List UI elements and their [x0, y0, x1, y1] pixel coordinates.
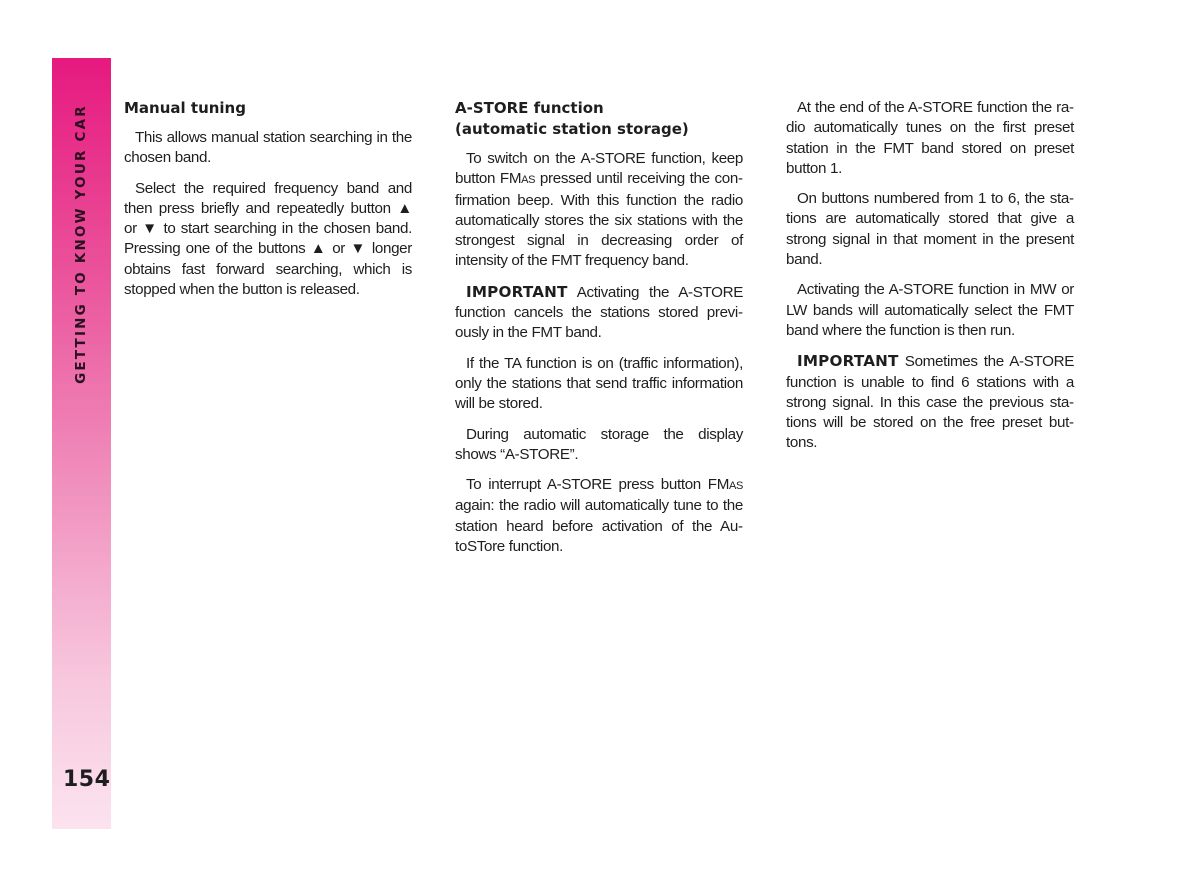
heading-line: (automatic station storage) [455, 120, 689, 138]
important-label: IMPORTANT [466, 282, 568, 301]
text: again: the radio will automatically tune to the station heard before activation of the AutoSTore function. [455, 497, 743, 556]
heading-a-store-function [455, 98, 743, 140]
heading-manual-tuning: Manual tuning [124, 99, 246, 117]
page-number: 154 [63, 767, 111, 792]
column-manual-tuning [124, 98, 412, 310]
paragraph: This allows manual station searching in the chosen band. [124, 129, 412, 167]
paragraph: During automatic storage the display shows “A-STORE”. [455, 425, 743, 463]
important-label: IMPORTANT [797, 352, 899, 371]
paragraph [455, 282, 743, 344]
paragraph [786, 351, 1074, 453]
paragraph: On buttons numbered from 1 to 6, the stations are automatically stored that give a strong signal in that moment in the present band. [786, 190, 1074, 269]
text: Activating the A-STORE function cancels the stations stored previously in the FMT band. [455, 283, 743, 342]
paragraph: At the end of the A-STORE function the radio automatically tunes on the first preset station in the FMT band stored on preset button 1. [786, 99, 1074, 177]
section-label: GETTING TO KNOW YOUR CAR [73, 104, 89, 384]
text: To interrupt A-STORE press button FM [466, 476, 730, 494]
paragraph: Select the required frequency band and then press briefly and repeatedly button ▲ or ▼ to start searching in the chosen band. Pressing one of the buttons ▲ or ▼ longer obtains fast forward searching, which is stopped when the button is released. [124, 179, 412, 299]
text: pressed until receiving the confirmation beep. With this function the radio automatically stores the six stations with the strongest signal in decreasing order of intensity of the FMT frequency band. [455, 170, 743, 270]
column-a-store-continued [786, 98, 1074, 464]
text: To switch on the A-STORE function, keep button FM [455, 150, 743, 188]
heading-line: A-STORE function [455, 99, 604, 117]
paragraph: Activating the A-STORE function in MW or LW bands will automatically select the FMT band where the function is then run. [786, 281, 1074, 339]
button-label-small-caps: AS [729, 480, 743, 493]
column-a-store-function [455, 98, 743, 567]
button-label-small-caps: AS [521, 174, 536, 187]
paragraph [455, 475, 743, 557]
paragraph [455, 149, 743, 272]
paragraph: If the TA function is on (traffic information), only the stations that send traffic information will be stored. [455, 354, 743, 413]
text: Sometimes the A-STORE function is unable to find 6 stations with a strong signal. In this case the previous stations will be stored on the free preset buttons. [786, 353, 1074, 452]
